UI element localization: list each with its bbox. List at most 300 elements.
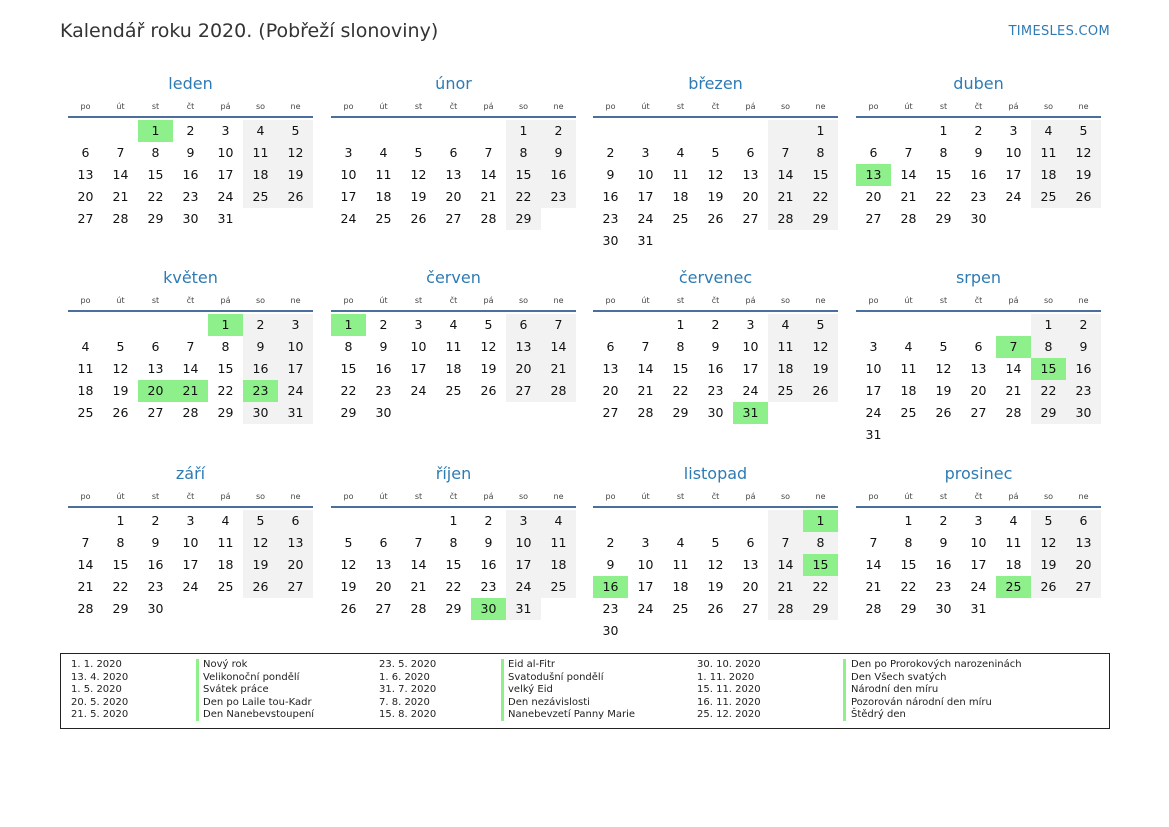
day-cell: 18 xyxy=(768,358,803,380)
day-cell: 14 xyxy=(182,361,199,376)
day-cell: 5 xyxy=(711,535,720,550)
day-cell: 13 xyxy=(77,167,94,182)
month-name: prosinec xyxy=(944,464,1013,483)
site-link[interactable]: TIMESLES.COM xyxy=(1008,24,1110,39)
day-cell: 13 xyxy=(375,557,392,572)
weekday-label: pá xyxy=(745,296,756,305)
day-cell: 9 xyxy=(606,557,615,572)
day-cell: 2 xyxy=(711,317,720,332)
day-cell: 1 xyxy=(506,120,541,142)
day-cell: 12 xyxy=(410,167,427,182)
day-cell: 5 xyxy=(803,314,838,336)
month-2 xyxy=(331,72,576,230)
day-cell: 22 xyxy=(803,186,838,208)
holiday-day-cell: 23 xyxy=(243,380,278,402)
day-cell: 31 xyxy=(865,427,882,442)
day-cell: 27 xyxy=(1066,576,1101,598)
empty-cell xyxy=(891,314,926,336)
day-cell: 29 xyxy=(147,211,164,226)
day-cell: 22 xyxy=(445,579,462,594)
day-cell: 17 xyxy=(340,189,357,204)
day-cell: 6 xyxy=(151,339,160,354)
day-cell: 21 xyxy=(865,579,882,594)
day-cell: 8 xyxy=(506,142,541,164)
day-cell: 26 xyxy=(1031,576,1066,598)
day-cell: 19 xyxy=(803,358,838,380)
day-cell: 30 xyxy=(602,623,619,638)
day-cell: 14 xyxy=(541,336,576,358)
day-cell: 7 xyxy=(414,535,423,550)
day-cell: 7 xyxy=(869,535,878,550)
legend-holiday-name: Svatodušní pondělí xyxy=(508,671,604,683)
day-cell: 19 xyxy=(707,189,724,204)
day-cell: 30 xyxy=(182,211,199,226)
weekday-label: po xyxy=(605,296,616,305)
legend-date: 1. 1. 2020 xyxy=(71,659,122,670)
day-cell: 11 xyxy=(217,535,234,550)
day-cell: 6 xyxy=(746,535,755,550)
day-cell: 11 xyxy=(672,557,689,572)
holiday-day-cell: 31 xyxy=(733,402,768,424)
day-cell: 9 xyxy=(151,535,160,550)
empty-cell xyxy=(698,120,733,142)
month-4 xyxy=(856,72,1101,230)
weekday-label: po xyxy=(605,492,616,501)
day-cell: 26 xyxy=(112,405,129,420)
day-cell: 13 xyxy=(278,532,313,554)
day-cell: 30 xyxy=(375,405,392,420)
legend-date: 25. 12. 2020 xyxy=(697,709,761,720)
empty-cell xyxy=(733,510,768,532)
day-cell: 15 xyxy=(900,557,917,572)
day-cell: 5 xyxy=(711,145,720,160)
day-cell: 15 xyxy=(217,361,234,376)
legend-holiday-name: Den nezávislosti xyxy=(508,696,590,708)
day-cell: 21 xyxy=(480,189,497,204)
empty-cell xyxy=(331,120,366,142)
day-cell: 11 xyxy=(672,167,689,182)
day-cell: 24 xyxy=(637,211,654,226)
day-cell: 15 xyxy=(935,167,952,182)
day-cell: 15 xyxy=(803,164,838,186)
day-cell: 19 xyxy=(707,579,724,594)
empty-cell xyxy=(103,314,138,336)
day-cell: 10 xyxy=(506,532,541,554)
legend-names-column xyxy=(203,659,314,722)
weekday-label: ne xyxy=(553,296,564,305)
holiday-day-cell: 1 xyxy=(803,510,838,532)
weekday-label: so xyxy=(518,102,529,111)
day-cell: 24 xyxy=(410,383,427,398)
legend-names-column xyxy=(851,659,1022,722)
weekday-label: ne xyxy=(815,296,826,305)
day-cell: 26 xyxy=(935,405,952,420)
day-cell: 27 xyxy=(506,380,541,402)
weekday-label: so xyxy=(255,492,266,501)
day-cell: 31 xyxy=(970,601,987,616)
day-cell: 28 xyxy=(865,601,882,616)
legend-holiday-marker xyxy=(196,659,199,721)
day-cell: 2 xyxy=(939,513,948,528)
day-cell: 25 xyxy=(243,186,278,208)
weekday-label: pá xyxy=(220,296,231,305)
day-cell: 22 xyxy=(935,189,952,204)
day-cell: 16 xyxy=(707,361,724,376)
day-cell: 3 xyxy=(278,314,313,336)
weekday-label: po xyxy=(80,296,91,305)
day-cell: 28 xyxy=(480,211,497,226)
day-cell: 31 xyxy=(637,233,654,248)
weekday-header xyxy=(593,490,838,508)
day-cell: 21 xyxy=(541,358,576,380)
weekday-label: čt xyxy=(711,102,720,111)
weekday-label: čt xyxy=(186,102,195,111)
weekday-label: so xyxy=(1043,296,1054,305)
day-cell: 11 xyxy=(768,336,803,358)
day-cell: 4 xyxy=(243,120,278,142)
day-cell: 13 xyxy=(506,336,541,358)
day-cell: 11 xyxy=(375,167,392,182)
legend-holiday-marker xyxy=(501,659,504,721)
day-cell: 8 xyxy=(344,339,353,354)
weekday-label: pá xyxy=(745,492,756,501)
legend-dates-column xyxy=(697,659,761,722)
day-cell: 11 xyxy=(243,142,278,164)
day-cell: 17 xyxy=(410,361,427,376)
legend-holiday-name: Nanebevzetí Panny Marie xyxy=(508,709,636,720)
day-cell: 18 xyxy=(217,557,234,572)
day-cell: 29 xyxy=(803,598,838,620)
day-cell: 26 xyxy=(1066,186,1101,208)
day-cell: 18 xyxy=(445,361,462,376)
day-cell: 22 xyxy=(672,383,689,398)
day-cell: 15 xyxy=(506,164,541,186)
day-cell: 13 xyxy=(742,557,759,572)
day-cell: 2 xyxy=(1066,314,1101,336)
day-cell: 11 xyxy=(900,361,917,376)
weekday-label: čt xyxy=(974,296,983,305)
month-name: září xyxy=(175,464,206,483)
legend-date: 1. 11. 2020 xyxy=(697,671,755,683)
day-grid xyxy=(331,510,576,620)
weekday-label: čt xyxy=(974,492,983,501)
day-cell: 22 xyxy=(506,186,541,208)
day-cell: 29 xyxy=(1031,402,1066,424)
day-cell: 6 xyxy=(746,145,755,160)
day-cell: 26 xyxy=(278,186,313,208)
day-cell: 28 xyxy=(541,380,576,402)
day-cell: 16 xyxy=(970,167,987,182)
empty-cell xyxy=(628,120,663,142)
weekday-label: st xyxy=(151,102,160,111)
day-cell: 6 xyxy=(1066,510,1101,532)
day-cell: 9 xyxy=(186,145,195,160)
weekday-header xyxy=(593,100,838,118)
day-cell: 25 xyxy=(217,579,234,594)
day-cell: 4 xyxy=(904,339,913,354)
day-cell: 25 xyxy=(375,211,392,226)
weekday-label: pá xyxy=(483,492,494,501)
weekday-label: út xyxy=(904,296,913,305)
empty-cell xyxy=(628,510,663,532)
day-cell: 2 xyxy=(541,120,576,142)
day-cell: 28 xyxy=(112,211,129,226)
day-cell: 10 xyxy=(278,336,313,358)
day-cell: 20 xyxy=(1066,554,1101,576)
month-3 xyxy=(593,72,838,252)
day-cell: 4 xyxy=(676,145,685,160)
day-cell: 24 xyxy=(340,211,357,226)
weekday-label: po xyxy=(343,102,354,111)
day-cell: 13 xyxy=(445,167,462,182)
weekday-label: pá xyxy=(1008,492,1019,501)
weekday-label: st xyxy=(676,492,685,501)
weekday-label: út xyxy=(116,102,125,111)
day-cell: 15 xyxy=(672,361,689,376)
day-grid xyxy=(68,314,313,424)
day-cell: 9 xyxy=(711,339,720,354)
empty-cell xyxy=(366,120,401,142)
page-title: Kalendář roku 2020. (Pobřeží slonoviny) xyxy=(60,20,439,42)
day-cell: 18 xyxy=(900,383,917,398)
weekday-label: so xyxy=(255,102,266,111)
day-cell: 22 xyxy=(900,579,917,594)
day-cell: 22 xyxy=(803,576,838,598)
legend-holiday-name: Den Všech svatých xyxy=(851,671,947,683)
day-grid xyxy=(856,510,1101,620)
day-cell: 10 xyxy=(340,167,357,182)
day-cell: 12 xyxy=(803,336,838,358)
day-cell: 21 xyxy=(77,579,94,594)
day-cell: 23 xyxy=(147,579,164,594)
holiday-day-cell: 7 xyxy=(996,336,1031,358)
day-cell: 2 xyxy=(484,513,493,528)
weekday-label: út xyxy=(116,492,125,501)
weekday-header xyxy=(68,490,313,508)
day-cell: 17 xyxy=(970,557,987,572)
day-cell: 12 xyxy=(278,142,313,164)
weekday-label: ne xyxy=(290,296,301,305)
day-cell: 29 xyxy=(112,601,129,616)
day-cell: 8 xyxy=(939,145,948,160)
holiday-day-cell: 1 xyxy=(331,314,366,336)
weekday-label: so xyxy=(1043,492,1054,501)
day-cell: 16 xyxy=(935,557,952,572)
day-cell: 5 xyxy=(939,339,948,354)
weekday-label: so xyxy=(780,492,791,501)
weekday-label: čt xyxy=(186,296,195,305)
day-cell: 25 xyxy=(1031,186,1066,208)
legend-holiday-name: velký Eid xyxy=(508,684,553,695)
day-cell: 15 xyxy=(147,167,164,182)
day-cell: 19 xyxy=(112,383,129,398)
weekday-label: ne xyxy=(815,492,826,501)
day-cell: 9 xyxy=(606,167,615,182)
day-cell: 16 xyxy=(147,557,164,572)
day-cell: 11 xyxy=(445,339,462,354)
day-cell: 20 xyxy=(742,189,759,204)
day-cell: 4 xyxy=(81,339,90,354)
day-cell: 31 xyxy=(278,402,313,424)
day-cell: 3 xyxy=(186,513,195,528)
day-cell: 16 xyxy=(375,361,392,376)
day-grid xyxy=(593,314,838,424)
holiday-day-cell: 30 xyxy=(471,598,506,620)
day-cell: 27 xyxy=(602,405,619,420)
weekday-label: st xyxy=(676,296,685,305)
day-cell: 29 xyxy=(900,601,917,616)
day-grid xyxy=(856,314,1101,446)
day-cell: 22 xyxy=(112,579,129,594)
day-cell: 25 xyxy=(77,405,94,420)
weekday-label: čt xyxy=(449,492,458,501)
day-cell: 4 xyxy=(676,535,685,550)
day-cell: 21 xyxy=(410,579,427,594)
weekday-header xyxy=(68,294,313,312)
month-8 xyxy=(856,266,1101,446)
weekday-header xyxy=(331,100,576,118)
day-cell: 17 xyxy=(182,557,199,572)
weekday-label: so xyxy=(518,296,529,305)
empty-cell xyxy=(768,120,803,142)
legend-date: 21. 5. 2020 xyxy=(71,709,129,720)
day-cell: 25 xyxy=(672,601,689,616)
day-cell: 8 xyxy=(1031,336,1066,358)
day-cell: 7 xyxy=(116,145,125,160)
day-cell: 26 xyxy=(707,211,724,226)
day-cell: 16 xyxy=(480,557,497,572)
day-cell: 3 xyxy=(641,535,650,550)
day-cell: 2 xyxy=(151,513,160,528)
day-cell: 4 xyxy=(541,510,576,532)
day-cell: 23 xyxy=(541,186,576,208)
day-cell: 17 xyxy=(637,189,654,204)
day-cell: 14 xyxy=(77,557,94,572)
day-cell: 24 xyxy=(742,383,759,398)
day-cell: 20 xyxy=(970,383,987,398)
day-cell: 4 xyxy=(449,317,458,332)
weekday-label: út xyxy=(641,102,650,111)
day-cell: 12 xyxy=(480,339,497,354)
day-cell: 29 xyxy=(340,405,357,420)
day-grid xyxy=(68,120,313,230)
month-name: srpen xyxy=(955,268,1002,287)
legend-holiday-name: Eid al-Fitr xyxy=(508,659,555,670)
day-cell: 4 xyxy=(379,145,388,160)
day-cell: 3 xyxy=(414,317,423,332)
weekday-label: so xyxy=(255,296,266,305)
day-cell: 3 xyxy=(221,123,230,138)
day-cell: 24 xyxy=(278,380,313,402)
empty-cell xyxy=(698,510,733,532)
day-cell: 20 xyxy=(602,383,619,398)
day-cell: 4 xyxy=(768,314,803,336)
day-cell: 26 xyxy=(803,380,838,402)
day-cell: 10 xyxy=(1005,145,1022,160)
empty-cell xyxy=(593,120,628,142)
weekday-label: pá xyxy=(1008,102,1019,111)
holiday-day-cell: 15 xyxy=(803,554,838,576)
day-cell: 28 xyxy=(77,601,94,616)
day-cell: 17 xyxy=(217,167,234,182)
day-cell: 26 xyxy=(480,383,497,398)
weekday-label: st xyxy=(414,492,423,501)
legend-holiday-name: Den po Prorokových narozeninách xyxy=(851,659,1022,670)
day-cell: 17 xyxy=(637,579,654,594)
month-1 xyxy=(68,72,313,230)
day-cell: 12 xyxy=(243,532,278,554)
weekday-label: po xyxy=(868,296,879,305)
day-cell: 30 xyxy=(602,233,619,248)
weekday-label: po xyxy=(868,492,879,501)
day-cell: 17 xyxy=(278,358,313,380)
day-cell: 17 xyxy=(865,383,882,398)
day-cell: 5 xyxy=(484,317,493,332)
day-cell: 22 xyxy=(340,383,357,398)
legend-holiday-marker xyxy=(843,659,846,721)
day-cell: 12 xyxy=(340,557,357,572)
day-cell: 2 xyxy=(379,317,388,332)
day-cell: 26 xyxy=(410,211,427,226)
day-cell: 24 xyxy=(217,189,234,204)
day-cell: 13 xyxy=(970,361,987,376)
empty-cell xyxy=(733,120,768,142)
weekday-label: po xyxy=(80,102,91,111)
day-cell: 24 xyxy=(506,576,541,598)
empty-cell xyxy=(68,510,103,532)
day-cell: 10 xyxy=(742,339,759,354)
day-cell: 2 xyxy=(974,123,983,138)
day-cell: 7 xyxy=(541,314,576,336)
weekday-label: po xyxy=(343,492,354,501)
empty-cell xyxy=(663,120,698,142)
month-name: leden xyxy=(168,74,213,93)
day-cell: 31 xyxy=(506,598,541,620)
holiday-day-cell: 16 xyxy=(593,576,628,598)
weekday-label: so xyxy=(518,492,529,501)
legend-holiday-name: Svátek práce xyxy=(203,684,269,695)
day-cell: 11 xyxy=(1031,142,1066,164)
day-cell: 8 xyxy=(676,339,685,354)
day-cell: 7 xyxy=(768,532,803,554)
day-cell: 22 xyxy=(147,189,164,204)
month-5 xyxy=(68,266,313,424)
weekday-label: so xyxy=(780,102,791,111)
day-cell: 19 xyxy=(935,383,952,398)
empty-cell xyxy=(926,314,961,336)
day-cell: 27 xyxy=(742,601,759,616)
day-cell: 8 xyxy=(151,145,160,160)
day-cell: 23 xyxy=(1066,380,1101,402)
day-cell: 22 xyxy=(217,383,234,398)
day-cell: 18 xyxy=(375,189,392,204)
weekday-label: po xyxy=(80,492,91,501)
empty-cell xyxy=(436,120,471,142)
day-cell: 16 xyxy=(602,189,619,204)
holiday-day-cell: 15 xyxy=(1031,358,1066,380)
day-cell: 19 xyxy=(243,554,278,576)
day-cell: 19 xyxy=(1066,164,1101,186)
day-cell: 1 xyxy=(676,317,685,332)
weekday-label: st xyxy=(151,492,160,501)
weekday-label: st xyxy=(151,296,160,305)
holiday-day-cell: 1 xyxy=(208,314,243,336)
day-cell: 1 xyxy=(449,513,458,528)
day-cell: 23 xyxy=(707,383,724,398)
day-cell: 28 xyxy=(1005,405,1022,420)
day-cell: 26 xyxy=(243,576,278,598)
day-cell: 30 xyxy=(243,402,278,424)
